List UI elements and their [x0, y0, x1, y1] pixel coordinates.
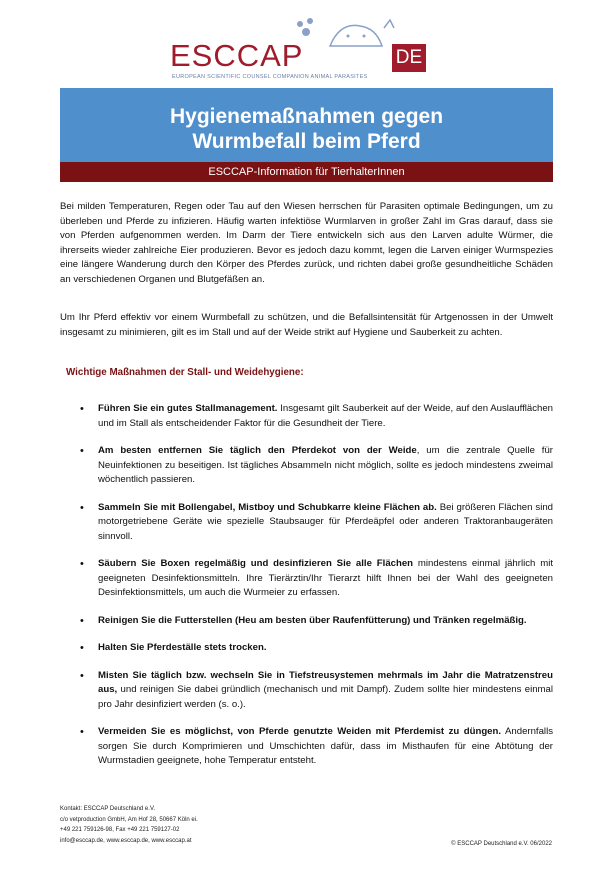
paw-cats-icon [290, 16, 400, 56]
list-item-text: Andernfalls sorgen Sie durch Komprimieren und Umschichten dafür, dass im Misthaufen für eine Abtötung der Wurmstadien geeignete, hohe Temperatur entsteht. [98, 726, 553, 766]
list-item-bold: Säubern Sie Boxen regelmäßig und desinfizieren Sie alle Flächen [98, 558, 414, 569]
contact-line: c/o vetproduction GmbH, Am Hof 28, 50667 Köln ei. [60, 816, 198, 823]
list-item [80, 725, 553, 769]
bullet-icon: • [80, 501, 84, 514]
country-badge: DE [392, 44, 426, 72]
list-item-text: und reinigen Sie dabei gründlich (mechanisch und mit Dampf). Zudem sollte hier mindestens einmal pro Jahr desinfiziert werden (s. o.). [98, 684, 553, 710]
list-item [80, 614, 553, 629]
title-line-2: Wurmbefall beim Pferd [192, 130, 421, 153]
copyright: © ESCCAP Deutschland e.V. 06/2022 [451, 841, 552, 847]
list-item-bold: Misten Sie täglich bzw. wechseln Sie in Tiefstreusystemen mehrmals im Jahr die Matratzenstreu aus, [98, 669, 553, 695]
list-item-bold: Halten Sie Pferdeställe stets trocken. [98, 642, 267, 653]
list-item-text: mindestens einmal jährlich mit geeigneten Desinfektionsmitteln. Ihre Tierärztin/Ihr Tierarzt hilft Ihnen bei der Wahl des geeigneten Desinfektionsmittels, um auch die Wurmeier zu erfassen. [98, 558, 553, 598]
intro-paragraph-1: Bei milden Temperaturen, Regen oder Tau auf den Wiesen herrschen für Parasiten optimale Bedingungen, um zu überleben und Pferde zu infizieren. Häufig warten infektiöse Wurmlarven in großer Zahl im Gras darauf, dass sie von Pferden aufgenommen werden. Im Darm der Tiere entwickeln sich aus den Larven adulte Würmer, die ihrerseits wieder zahlreiche Eier produzieren. Bevor es jedoch dazu kommt, legen die Larven einiger Wurmspezies eine längere Wanderung durch den Körper des Pferdes zurück, und richten dabei große gesundheitliche Schäden an verschiedenen Organen und Blutgefäßen an. [60, 201, 553, 285]
list-item-text: Bei größeren Flächen sind motorgetriebene Geräte wie spezielle Staubsauger für Pferdeäpfel oder anderen Traktoranbaugeräten sinnvoll. [98, 501, 553, 542]
list-item [80, 669, 553, 713]
list-item-bold: Vermeiden Sie es möglichst, von Pferde genutzte Weiden mit Pferdemist zu düngen. [98, 726, 502, 737]
bullet-icon: • [80, 669, 84, 682]
list-item-bold: Am besten entfernen Sie täglich den Pferdekot von der Weide [98, 445, 417, 456]
list-item-bold: Sammeln Sie mit Bollengabel, Mistboy und Schubkarre kleine Flächen ab. [98, 501, 437, 513]
title-banner [60, 88, 553, 162]
list-item [80, 444, 553, 488]
list-item-bold: Führen Sie ein gutes Stallmanagement. [98, 403, 278, 414]
bullet-icon: • [80, 403, 84, 415]
contact-line: Kontakt: ESCCAP Deutschland e.V. [60, 806, 156, 812]
measures-heading: Wichtige Maßnahmen der Stall- und Weidehygiene: [66, 367, 304, 378]
bullet-icon: • [80, 558, 84, 570]
list-item-bold: Reinigen Sie die Futterstellen (Heu am besten über Raufenfütterung) und Tränken regelmäßig. [98, 614, 527, 626]
list-item [80, 641, 553, 656]
bullet-icon: • [80, 642, 84, 654]
contact-footer [60, 804, 198, 846]
list-item [80, 501, 553, 545]
list-item [80, 402, 553, 431]
intro-paragraph-2: Um Ihr Pferd effektiv vor einem Wurmbefall zu schützen, und die Befallsintensität für Artgenossen in der Umwelt insgesamt zu minimieren, gilt es im Stall und auf der Weide strikt auf Hygiene und Sauberkeit zu achten. [60, 312, 553, 338]
logo-subtitle: EUROPEAN SCIENTIFIC COUNSEL COMPANION ANIMAL PARASITES [172, 74, 368, 80]
list-item-text: , um die zentrale Quelle für Neuinfektionen zu beseitigen. Ist tägliches Absammeln nicht möglich, sollte es jedoch mindestens zweimal wöchentlich passieren. [98, 445, 553, 485]
list-item [80, 557, 553, 601]
bullet-icon: • [80, 726, 84, 738]
subtitle-band: ESCCAP-Information für TierhalterInnen [60, 162, 553, 182]
bullet-icon: • [80, 445, 84, 457]
page-title [60, 104, 553, 154]
contact-line: +49 221 759126-98, Fax +49 221 759127-02 [60, 827, 180, 834]
logo-text: ESCCAP [170, 38, 304, 73]
list-item-text: Insgesamt gilt Sauberkeit auf der Weide, auf den Auslaufflächen und im Stall als entscheidender Faktor für die Gesundheit der Tiere. [98, 403, 554, 429]
title-line-1: Hygienemaßnahmen gegen [169, 105, 444, 128]
measures-list [80, 402, 553, 769]
contact-line: info@esccap.de, www.esccap.de, www.esccap.at [60, 837, 192, 844]
esccap-logo [170, 16, 435, 84]
bullet-icon: • [80, 614, 84, 627]
